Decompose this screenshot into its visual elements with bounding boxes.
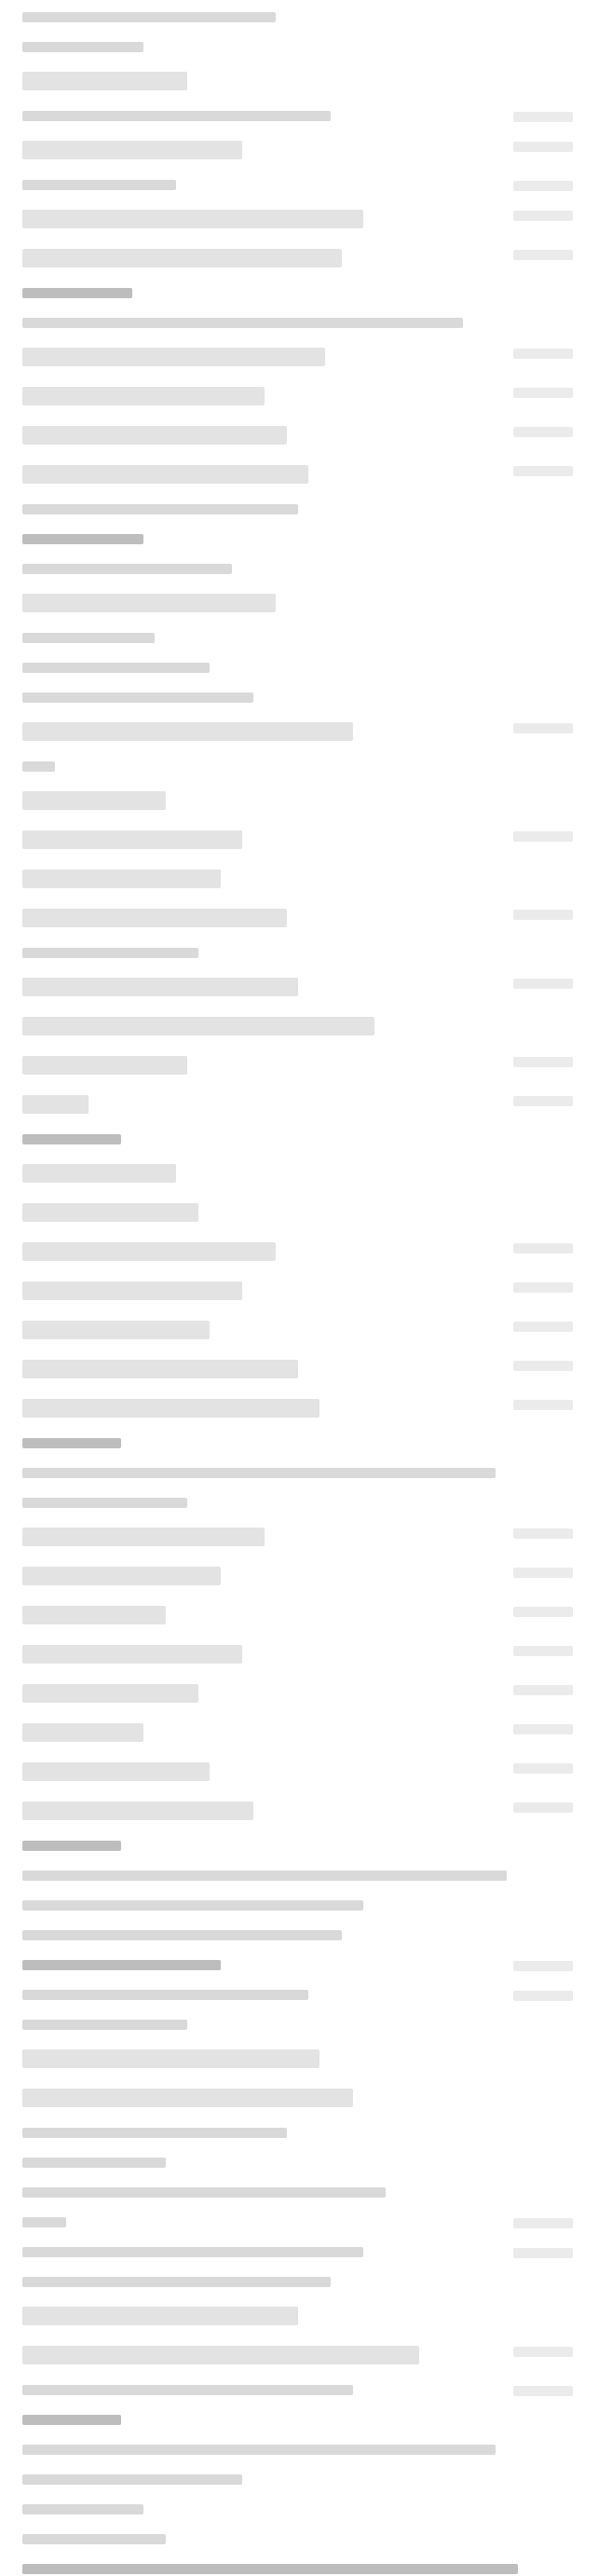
score-marker [513,1568,573,1578]
formula-line [22,2307,573,2327]
text-placeholder [22,633,155,643]
text-placeholder [22,180,176,190]
formula-line [22,870,573,890]
text-placeholder [22,1438,121,1448]
text-placeholder [22,2277,331,2287]
score-marker [513,979,573,989]
formula-placeholder [22,2049,320,2068]
score-marker [513,1282,573,1293]
text-placeholder [22,1990,308,2000]
content-line [22,948,573,960]
content-line [22,2247,573,2259]
content-line [22,12,573,24]
formula-line [22,1606,573,1626]
formula-placeholder [22,722,353,741]
text-placeholder [22,1134,121,1144]
score-marker [513,1322,573,1332]
text-placeholder [22,2158,166,2168]
text-placeholder [22,2534,166,2544]
content-line [22,2385,573,2397]
text-placeholder [22,318,463,328]
formula-line [22,141,573,161]
formula-line [22,465,573,486]
content-line [22,318,573,330]
formula-line [22,1360,573,1380]
content-line [22,2277,573,2289]
formula-placeholder [22,1645,242,1664]
content-line [22,504,573,516]
content-line [22,2128,573,2140]
formula-placeholder [22,1203,198,1222]
score-marker [513,723,573,733]
content-line [22,692,573,705]
text-placeholder [22,12,276,22]
score-marker [513,1400,573,1410]
formula-placeholder [22,978,298,996]
formula-placeholder [22,1242,276,1261]
section-header [22,288,573,300]
section-header [22,534,573,546]
formula-placeholder [22,594,276,612]
text-placeholder [22,2128,287,2138]
formula-placeholder [22,2346,419,2364]
formula-line [22,387,573,407]
formula-placeholder [22,1606,166,1624]
formula-placeholder [22,791,166,810]
formula-placeholder [22,1360,298,1378]
score-marker [513,112,573,122]
formula-line [22,1723,573,1744]
formula-line [22,1528,573,1548]
text-placeholder [22,534,143,544]
formula-line [22,426,573,446]
formula-line [22,2089,573,2109]
text-placeholder [22,1900,363,1911]
text-placeholder [22,564,232,574]
formula-placeholder [22,210,363,228]
formula-line [22,1762,573,1783]
formula-line [22,830,573,851]
formula-line [22,1056,573,1076]
score-marker [513,181,573,191]
formula-line [22,1281,573,1302]
formula-line [22,722,573,743]
text-placeholder [22,948,198,958]
formula-placeholder [22,1762,210,1781]
text-placeholder [22,1841,121,1851]
formula-line [22,1095,573,1116]
formula-placeholder [22,1399,320,1418]
formula-placeholder [22,1281,242,1300]
section-header [22,1960,573,1972]
formula-placeholder [22,141,242,159]
content-line [22,2187,573,2199]
formula-line [22,1802,573,1822]
content-line [22,2534,573,2546]
score-marker [513,427,573,437]
formula-placeholder [22,1528,265,1546]
formula-placeholder [22,909,287,927]
section-header [22,1841,573,1853]
score-marker [513,2218,573,2228]
content-line [22,2020,573,2032]
score-marker [513,910,573,920]
text-placeholder [22,111,331,121]
formula-line [22,978,573,998]
score-marker [513,349,573,359]
formula-line [22,1567,573,1587]
text-placeholder [22,288,132,298]
formula-line [22,909,573,929]
text-placeholder [22,2564,518,2574]
text-placeholder [22,2217,66,2227]
score-marker [513,388,573,398]
formula-line [22,594,573,614]
content-line [22,2158,573,2170]
text-placeholder [22,42,143,52]
formula-placeholder [22,830,242,849]
score-marker [513,1724,573,1734]
content-line [22,2474,573,2487]
formula-line [22,72,573,92]
score-marker [513,1057,573,1067]
content-line [22,1930,573,1942]
score-marker [513,211,573,221]
section-header [22,1134,573,1146]
score-marker [513,1961,573,1971]
text-placeholder [22,1960,221,1970]
score-marker [513,1802,573,1813]
formula-placeholder [22,1321,210,1339]
formula-line [22,1164,573,1185]
score-marker [513,142,573,152]
formula-line [22,348,573,368]
content-line [22,761,573,774]
formula-line [22,2346,573,2366]
content-line [22,1498,573,1510]
text-placeholder [22,504,298,514]
formula-placeholder [22,2089,353,2107]
text-placeholder [22,761,55,772]
formula-placeholder [22,1017,374,1035]
formula-placeholder [22,1567,221,1585]
formula-placeholder [22,72,187,90]
content-line [22,663,573,675]
score-marker [513,1685,573,1695]
formula-placeholder [22,348,325,366]
formula-line [22,1242,573,1263]
formula-placeholder [22,2307,298,2325]
formula-line [22,2049,573,2070]
content-line [22,2217,573,2229]
formula-line [22,249,573,269]
formula-placeholder [22,426,287,445]
content-line [22,1468,573,1480]
content-line [22,1870,573,1883]
formula-placeholder [22,1723,143,1742]
content-line [22,2504,573,2516]
section-header [22,2415,573,2427]
formula-line [22,1017,573,1037]
content-line [22,1990,573,2002]
score-marker [513,1991,573,2001]
formula-placeholder [22,387,265,405]
formula-line [22,791,573,812]
score-marker [513,1607,573,1617]
formula-placeholder [22,1802,253,1820]
text-placeholder [22,2504,143,2514]
score-marker [513,2386,573,2396]
text-placeholder [22,692,253,703]
score-marker [513,831,573,842]
content-line [22,42,573,54]
score-marker [513,1528,573,1539]
text-placeholder [22,2385,353,2395]
text-placeholder [22,2445,496,2455]
content-line [22,1900,573,1912]
score-marker [513,1646,573,1656]
formula-line [22,210,573,230]
text-placeholder [22,2187,386,2198]
formula-placeholder [22,249,342,267]
text-placeholder [22,1870,507,1881]
text-placeholder [22,2474,242,2485]
formula-placeholder [22,1684,198,1703]
text-placeholder [22,1468,496,1478]
content-line [22,111,573,123]
content-line [22,564,573,576]
formula-line [22,1645,573,1665]
formula-line [22,1399,573,1419]
score-marker [513,1096,573,1106]
score-marker [513,1243,573,1254]
text-placeholder [22,663,210,673]
score-marker [513,1361,573,1371]
section-header [22,1438,573,1450]
formula-line [22,1684,573,1705]
formula-line [22,1203,573,1224]
formula-placeholder [22,465,308,484]
section-header [22,2564,573,2576]
text-placeholder [22,2415,121,2425]
score-marker [513,1763,573,1774]
score-marker [513,466,573,476]
text-placeholder [22,2020,187,2030]
score-marker [513,2248,573,2258]
content-line [22,180,573,192]
text-placeholder [22,1930,342,1940]
formula-placeholder [22,1164,176,1183]
text-placeholder [22,1498,187,1508]
text-placeholder [22,2247,363,2257]
formula-placeholder [22,870,221,888]
content-line [22,2445,573,2457]
formula-placeholder [22,1095,88,1114]
score-marker [513,250,573,260]
formula-line [22,1321,573,1341]
content-line [22,633,573,645]
formula-placeholder [22,1056,187,1075]
